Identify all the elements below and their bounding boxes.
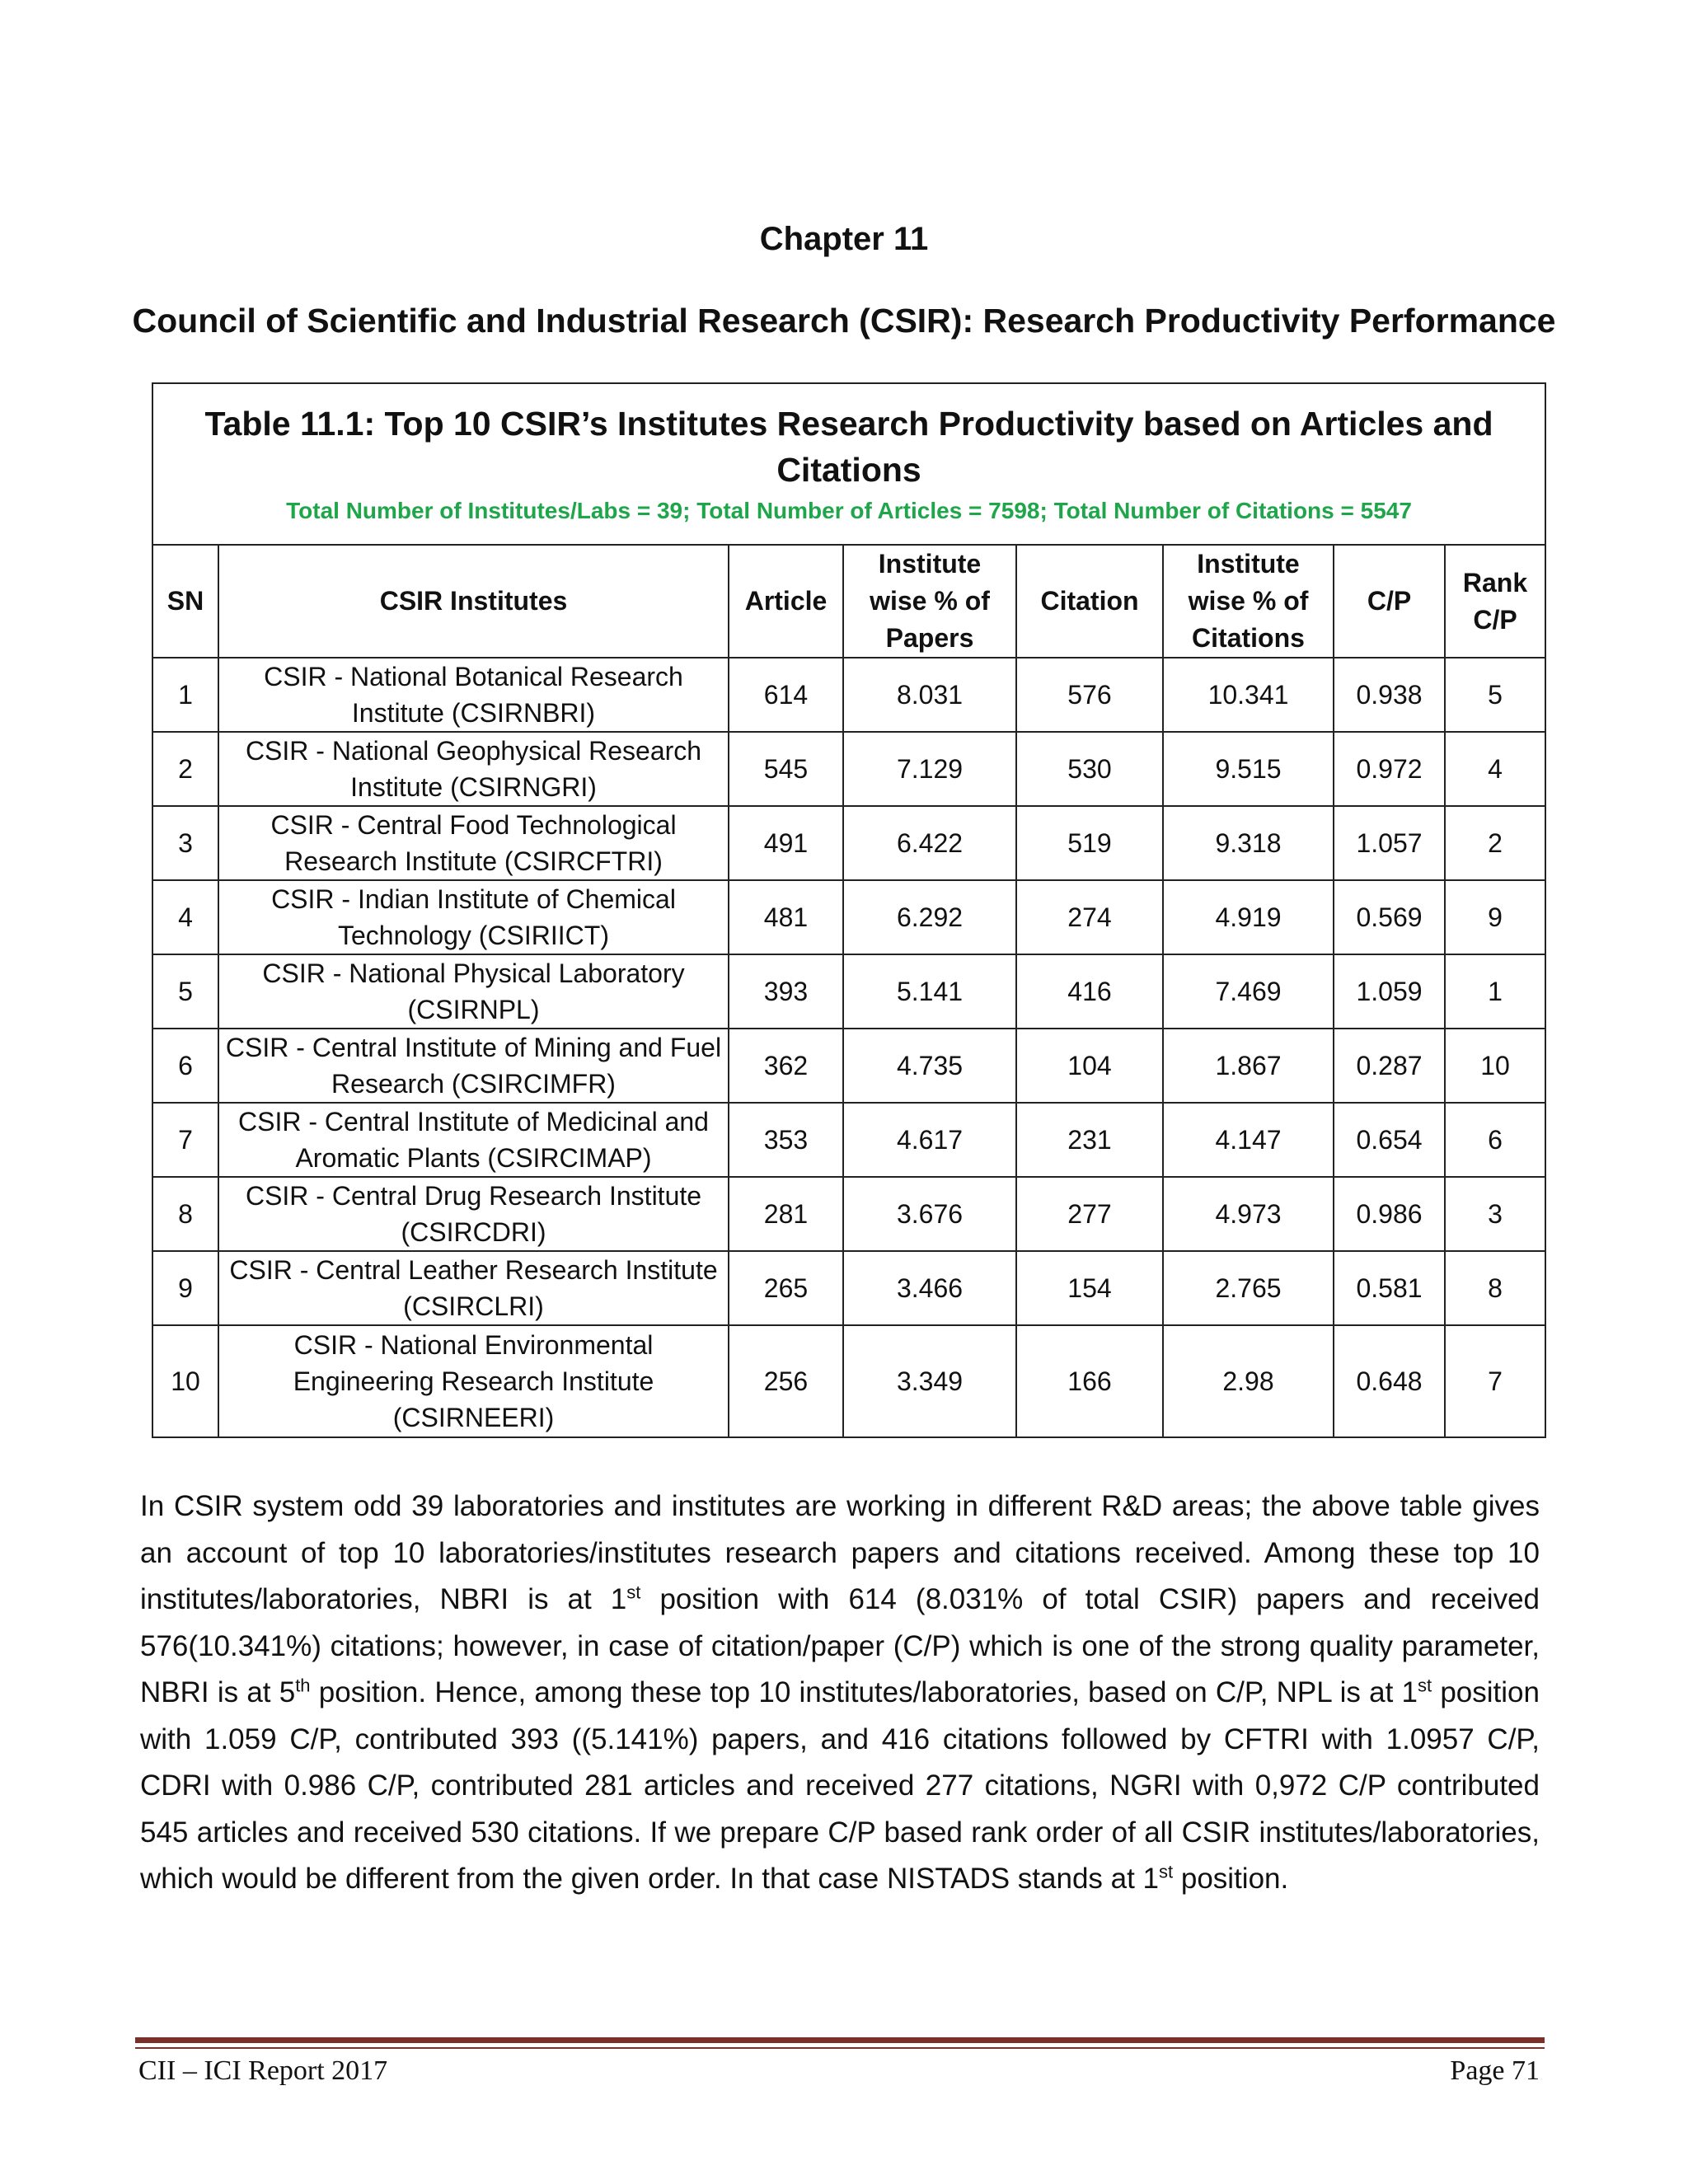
table-row <box>152 732 1545 806</box>
cell-sn: 2 <box>152 732 218 806</box>
cell-institute: CSIR - Indian Institute of Chemical Technology (CSIRIICT) <box>218 880 729 954</box>
cell-institute: CSIR - National Environmental Engineering Research Institute (CSIRNEERI) <box>218 1325 729 1437</box>
cell-pct-citations: 4.147 <box>1163 1103 1334 1177</box>
cell-cp: 0.581 <box>1334 1251 1445 1325</box>
cell-sn: 8 <box>152 1177 218 1251</box>
cell-institute: CSIR - Central Food Technological Research Institute (CSIRCFTRI) <box>218 806 729 880</box>
paragraph-part-4: position with 1.059 C/P, contributed 393 ((5.141%) papers, and 416 citations followed by CFTRI with 1.0957 C/P, CDRI with 0.986 C/P, contributed 281 articles and received 277 citations, NGRI with 0,972 C/P contributed 545 articles and received 530 citations. If we prepare C/P based rank order of all CSIR institutes/laboratories, which would be different from the given order. In that case NISTADS stands at 1 <box>140 1676 1540 1895</box>
cell-rank: 8 <box>1445 1251 1545 1325</box>
cell-pct-papers: 7.129 <box>843 732 1016 806</box>
cell-citation: 530 <box>1016 732 1163 806</box>
cell-citation: 104 <box>1016 1029 1163 1103</box>
cell-sn: 9 <box>152 1251 218 1325</box>
ordinal-suffix: st <box>1418 1675 1432 1696</box>
cell-pct-papers: 4.735 <box>843 1029 1016 1103</box>
cell-pct-citations: 2.765 <box>1163 1251 1334 1325</box>
table-row <box>152 1325 1545 1437</box>
cell-sn: 7 <box>152 1103 218 1177</box>
cell-article: 491 <box>729 806 843 880</box>
cell-article: 545 <box>729 732 843 806</box>
table-row <box>152 1177 1545 1251</box>
header-sn: SN <box>152 545 218 658</box>
cell-citation: 154 <box>1016 1251 1163 1325</box>
header-article: Article <box>729 545 843 658</box>
cell-cp: 0.938 <box>1334 658 1445 732</box>
cell-cp: 1.057 <box>1334 806 1445 880</box>
cell-pct-citations: 4.919 <box>1163 880 1334 954</box>
table-title: Table 11.1: Top 10 CSIR’s Institutes Research Productivity based on Articles and Citations <box>204 405 1493 489</box>
footer-page-number: Page 71 <box>1450 2055 1540 2086</box>
table-row <box>152 954 1545 1029</box>
cell-pct-papers: 4.617 <box>843 1103 1016 1177</box>
cell-rank: 5 <box>1445 658 1545 732</box>
table-row <box>152 880 1545 954</box>
paragraph-part-3: position. Hence, among these top 10 institutes/laboratories, based on C/P, NPL is at 1 <box>310 1676 1418 1708</box>
cell-institute: CSIR - Central Institute of Medicinal and Aromatic Plants (CSIRCIMAP) <box>218 1103 729 1177</box>
paragraph-part-1: In CSIR system odd 39 laboratories and institutes are working in different R&D areas; the above table gives an account of top 10 laboratories/institutes research papers and citations received. Among these top 10 institutes/laboratories, NBRI is at 1 <box>140 1490 1540 1615</box>
cell-pct-citations: 1.867 <box>1163 1029 1334 1103</box>
header-rank: Rank C/P <box>1445 545 1545 658</box>
cell-institute: CSIR - National Physical Laboratory (CSIRNPL) <box>218 954 729 1029</box>
cell-cp: 0.986 <box>1334 1177 1445 1251</box>
table-row <box>152 658 1545 732</box>
cell-cp: 0.648 <box>1334 1325 1445 1437</box>
cell-cp: 1.059 <box>1334 954 1445 1029</box>
cell-rank: 4 <box>1445 732 1545 806</box>
table-row <box>152 1029 1545 1103</box>
cell-rank: 3 <box>1445 1177 1545 1251</box>
header-institutes: CSIR Institutes <box>218 545 729 658</box>
cell-sn: 1 <box>152 658 218 732</box>
cell-article: 281 <box>729 1177 843 1251</box>
cell-article: 353 <box>729 1103 843 1177</box>
cell-article: 393 <box>729 954 843 1029</box>
cell-pct-citations: 7.469 <box>1163 954 1334 1029</box>
paragraph-part-2: position with 614 (8.031% of total CSIR) papers and received 576(10.341%) citations; however, in case of citation/paper (C/P) which is one of the strong quality parameter, NBRI is at 5 <box>140 1583 1540 1708</box>
cell-citation: 519 <box>1016 806 1163 880</box>
footer-rule <box>135 2037 1545 2043</box>
cell-pct-papers: 3.676 <box>843 1177 1016 1251</box>
cell-sn: 6 <box>152 1029 218 1103</box>
cell-article: 362 <box>729 1029 843 1103</box>
cell-institute: CSIR - Central Institute of Mining and Fuel Research (CSIRCIMFR) <box>218 1029 729 1103</box>
cell-article: 265 <box>729 1251 843 1325</box>
header-cp: C/P <box>1334 545 1445 658</box>
cell-pct-citations: 9.318 <box>1163 806 1334 880</box>
chapter-heading: Chapter 11 <box>759 221 929 257</box>
paragraph-part-5: position. <box>1173 1863 1289 1895</box>
cell-pct-papers: 6.292 <box>843 880 1016 954</box>
cell-cp: 0.287 <box>1334 1029 1445 1103</box>
table-row <box>152 806 1545 880</box>
table-caption <box>152 383 1545 545</box>
table-row <box>152 1251 1545 1325</box>
table-header-row <box>152 545 1545 658</box>
cell-pct-papers: 3.349 <box>843 1325 1016 1437</box>
cell-sn: 10 <box>152 1325 218 1437</box>
cell-citation: 416 <box>1016 954 1163 1029</box>
table-totals: Total Number of Institutes/Labs = 39; Total Number of Articles = 7598; Total Number of Citations = 5547 <box>286 498 1412 523</box>
cell-rank: 2 <box>1445 806 1545 880</box>
cell-pct-papers: 6.422 <box>843 806 1016 880</box>
productivity-table <box>152 382 1546 1438</box>
cell-institute: CSIR - National Geophysical Research Institute (CSIRNGRI) <box>218 732 729 806</box>
ordinal-suffix: st <box>626 1582 641 1603</box>
cell-pct-papers: 8.031 <box>843 658 1016 732</box>
cell-citation: 231 <box>1016 1103 1163 1177</box>
cell-citation: 166 <box>1016 1325 1163 1437</box>
header-pct-papers: Institute wise % of Papers <box>843 545 1016 658</box>
cell-cp: 0.972 <box>1334 732 1445 806</box>
ordinal-suffix: st <box>1159 1861 1174 1882</box>
cell-pct-citations: 2.98 <box>1163 1325 1334 1437</box>
cell-sn: 5 <box>152 954 218 1029</box>
ordinal-suffix: th <box>295 1675 311 1696</box>
cell-rank: 10 <box>1445 1029 1545 1103</box>
cell-rank: 7 <box>1445 1325 1545 1437</box>
cell-institute: CSIR - National Botanical Research Institute (CSIRNBRI) <box>218 658 729 732</box>
analysis-paragraph <box>140 1483 1540 1903</box>
cell-pct-papers: 5.141 <box>843 954 1016 1029</box>
cell-pct-citations: 10.341 <box>1163 658 1334 732</box>
cell-citation: 576 <box>1016 658 1163 732</box>
cell-article: 256 <box>729 1325 843 1437</box>
footer-report-name: CII – ICI Report 2017 <box>138 2055 388 2086</box>
header-pct-citations: Institute wise % of Citations <box>1163 545 1334 658</box>
cell-citation: 277 <box>1016 1177 1163 1251</box>
chapter-subtitle: Council of Scientific and Industrial Research (CSIR): Research Productivity Performance <box>132 302 1556 340</box>
cell-cp: 0.654 <box>1334 1103 1445 1177</box>
cell-rank: 1 <box>1445 954 1545 1029</box>
cell-article: 614 <box>729 658 843 732</box>
cell-pct-citations: 4.973 <box>1163 1177 1334 1251</box>
cell-sn: 4 <box>152 880 218 954</box>
cell-citation: 274 <box>1016 880 1163 954</box>
cell-rank: 6 <box>1445 1103 1545 1177</box>
cell-pct-papers: 3.466 <box>843 1251 1016 1325</box>
cell-sn: 3 <box>152 806 218 880</box>
cell-article: 481 <box>729 880 843 954</box>
footer-rule-thin <box>135 2047 1545 2049</box>
cell-cp: 0.569 <box>1334 880 1445 954</box>
cell-rank: 9 <box>1445 880 1545 954</box>
cell-pct-citations: 9.515 <box>1163 732 1334 806</box>
cell-institute: CSIR - Central Leather Research Institute (CSIRCLRI) <box>218 1251 729 1325</box>
table-row <box>152 1103 1545 1177</box>
cell-institute: CSIR - Central Drug Research Institute (CSIRCDRI) <box>218 1177 729 1251</box>
header-citation: Citation <box>1016 545 1163 658</box>
